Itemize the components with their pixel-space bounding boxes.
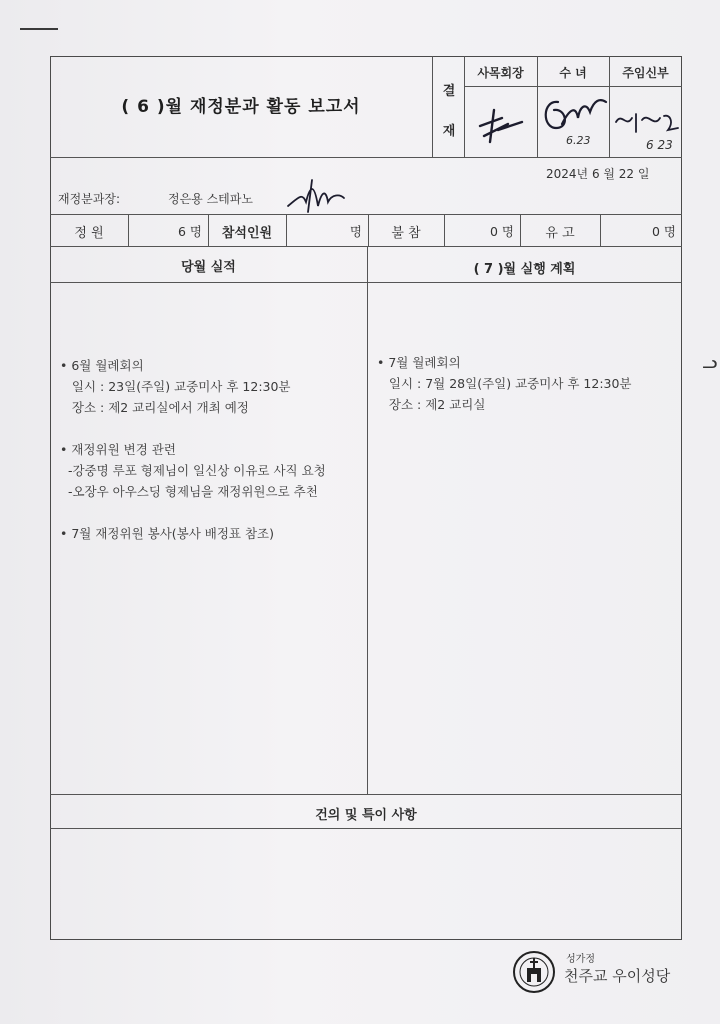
footer-small-text: 성가정 <box>566 954 595 965</box>
signature-pastor <box>612 104 682 138</box>
church-name: 천주교 우이성당 <box>564 967 671 985</box>
list-item <box>60 502 326 523</box>
list-item: • 7월 월례회의 <box>377 355 461 370</box>
list-item: -강중명 루포 형제님이 일신상 이유로 사직 요청 <box>60 463 326 478</box>
role-sister: 수 녀 <box>559 66 587 80</box>
absent-label: 불 참 <box>391 226 421 241</box>
approval-label-jae: 재 <box>442 124 456 139</box>
list-item: -오장우 아우스딩 형제님을 재정위원으로 추천 <box>60 484 318 499</box>
signature-president <box>474 96 530 150</box>
chair-label: 재정분과장: <box>58 192 121 206</box>
current-month-header: 당월 실적 <box>181 260 236 275</box>
list-item: 장소 : 제2 교리실에서 개최 예정 <box>60 400 249 415</box>
list-item <box>60 418 326 439</box>
report-title: ( 6 )월 재정분과 활동 보고서 <box>121 97 361 117</box>
next-month-header: ( 7 )월 실행 계획 <box>473 262 576 277</box>
church-seal <box>512 950 556 994</box>
list-item: 일시 : 23일(주일) 교중미사 후 12:30분 <box>60 379 291 394</box>
edge-mark: ᓗ <box>702 352 718 373</box>
pastor-sign-date: 6 23 <box>646 138 673 152</box>
list-item: 일시 : 7월 28일(주일) 교중미사 후 12:30분 <box>377 376 632 391</box>
role-pastor: 주임신부 <box>622 66 669 80</box>
attend-value: 명 <box>349 224 362 239</box>
current-month-content <box>60 355 326 544</box>
corner-mark <box>20 28 58 30</box>
list-item: • 재정위원 변경 관련 <box>60 442 176 457</box>
next-month-content <box>377 352 632 415</box>
members-value: 6 명 <box>177 224 202 239</box>
list-item: • 6월 월례회의 <box>60 358 144 373</box>
column-divider <box>367 246 368 794</box>
approval-label-gyeol: 결 <box>442 84 456 99</box>
sister-sign-date: 6.23 <box>566 134 591 147</box>
absent-value: 0 명 <box>489 224 514 239</box>
role-pastoral-president: 사목회장 <box>477 66 524 80</box>
chair-name: 정은용 스테파노 <box>168 192 253 206</box>
suggestions-header: 건의 및 특이 사항 <box>315 808 417 823</box>
list-item: • 7월 재정위원 봉사(봉사 배정표 참조) <box>60 526 274 541</box>
members-label: 정 원 <box>74 226 104 241</box>
attend-label: 참석인원 <box>221 226 273 241</box>
signature-chair <box>284 176 350 216</box>
excused-value: 0 명 <box>651 224 676 239</box>
excused-label: 유 고 <box>545 226 575 241</box>
report-date: 2024년 6 월 22 일 <box>546 167 650 181</box>
signature-sister <box>540 88 610 138</box>
title-divider <box>432 56 433 157</box>
list-item: 장소 : 제2 교리실 <box>377 397 486 412</box>
